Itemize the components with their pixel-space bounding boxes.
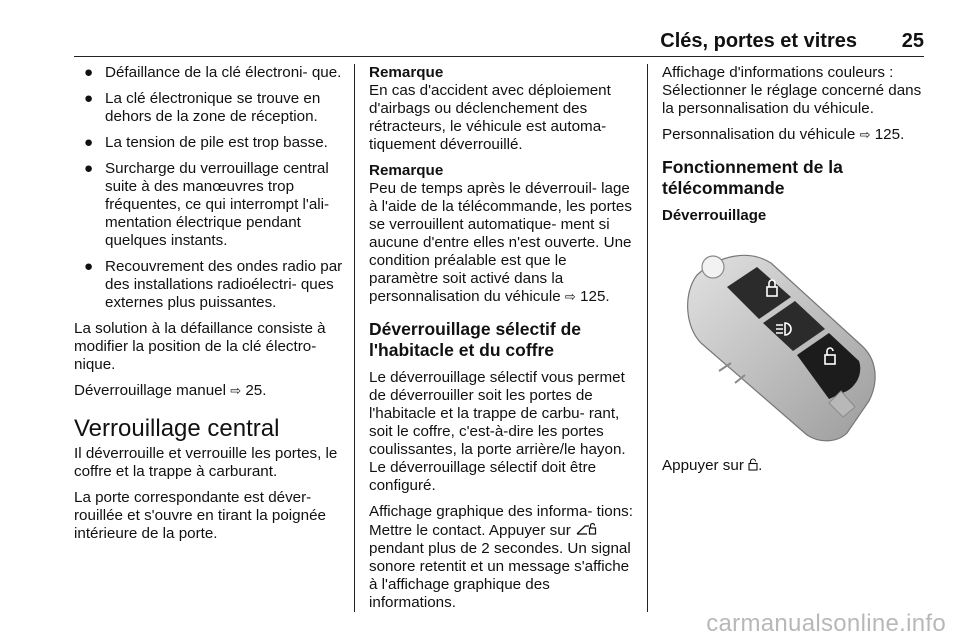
graphic-display-text-end: pendant plus de 2 secondes. Un signal sonore retentit et un message s'affiche à l'affichage graphique des informations.: [369, 540, 631, 611]
remote-unlock-symbol-icon: [575, 521, 599, 537]
column-1: [74, 64, 346, 551]
column-divider-1: [354, 64, 355, 612]
remark-1: [369, 64, 637, 154]
bullet-icon: ●: [84, 134, 94, 151]
page-number: 25: [901, 30, 924, 52]
bullet-icon: ●: [84, 64, 94, 81]
list-item-text: Défaillance de la clé électroni‐ que.: [105, 64, 342, 81]
list-item-text: La clé électronique se trouve en dehors de la zone de réception.: [105, 90, 321, 125]
remark-text: [369, 180, 637, 306]
remote-control-heading: Fonctionnement de la télécommande: [662, 157, 843, 198]
selective-unlock-heading: Déverrouillage sélectif de l'habitacle et du coffre: [369, 319, 582, 360]
remark-text-body: Peu de temps après le déverrouil‐ lage à l'aide de la télécommande, les portes se verrouillent automatique‐ ment si aucune d'entre elles n'est ouverte. Une condition préalable est que le paramètre soit activé dans la personnalisation du véhicule: [369, 180, 632, 305]
remark-title: Remarque: [369, 162, 444, 179]
list-item: [74, 134, 346, 152]
list-item: [74, 64, 346, 82]
manual-unlock-text: Déverrouillage manuel: [74, 382, 226, 399]
press-end: .: [758, 457, 763, 474]
manual-unlock-page: 25.: [245, 382, 267, 399]
personalisation-text: Personnalisation du véhicule: [662, 126, 856, 143]
remark-title: Remarque: [369, 64, 444, 81]
page-ref-arrow-icon: ⇨: [859, 127, 871, 142]
list-item-text: La tension de pile est trop basse.: [105, 134, 328, 151]
page-ref-arrow-icon: ⇨: [230, 383, 242, 398]
central-locking-paragraph-1: Il déverrouille et verrouille les portes, le coffre et la trappe à carburant.: [74, 445, 338, 480]
list-item: [74, 90, 346, 126]
bullet-icon: ●: [84, 258, 94, 275]
color-display-paragraph: Affichage d'informations couleurs : Sélectionner le réglage concerné dans la personnalisation du véhicule.: [662, 64, 922, 117]
list-item: [74, 160, 346, 250]
personalisation-page: 125.: [874, 126, 905, 143]
watermark: carmanualsonline.info: [706, 610, 946, 637]
remark-page-ref: 125.: [580, 288, 610, 305]
personalisation-reference[interactable]: [662, 126, 930, 144]
list-item-text: Surcharge du verrouillage central suite à des manœuvres trop fréquentes, ce qui interrompt l'ali‐ mentation électrique pendant quelques instants.: [105, 160, 330, 249]
central-locking-paragraph-2: La porte correspondante est déver‐ rouillée et s'ouvre en tirant la poignée intérieure de la porte.: [74, 489, 326, 542]
manual-unlock-reference[interactable]: [74, 382, 346, 400]
bullet-icon: ●: [84, 160, 94, 177]
header-title: Clés, portes et vitres: [660, 30, 857, 52]
bullet-icon: ●: [84, 90, 94, 107]
column-divider-2: [647, 64, 648, 612]
solution-paragraph: La solution à la défaillance consiste à modifier la position de la clé électro‐ nique.: [74, 320, 326, 373]
unlocking-heading: Déverrouillage: [662, 207, 767, 224]
remark-text: En cas d'accident avec déploiement d'airbags ou déclenchement des rétracteurs, le véhicule est automa‐ tiquement déverrouillé.: [369, 82, 611, 153]
failure-cause-list: [74, 64, 346, 312]
unlock-padlock-icon: [748, 458, 758, 471]
page-ref-arrow-icon: ⇨: [564, 289, 576, 304]
central-locking-heading: Verrouillage central: [74, 415, 280, 442]
press-text: Appuyer sur: [662, 457, 744, 474]
list-item-text: Recouvrement des ondes radio par des installations radioélectri‐ ques externes plus puissantes.: [105, 258, 343, 311]
graphic-display-paragraph: [369, 503, 637, 612]
header-rule: [74, 56, 924, 57]
selective-unlock-paragraph: Le déverrouillage sélectif vous permet de déverrouiller soit les portes de l'habitacle et la trappe de carbu‐ rant, soit le coffre, c'est-à-dire les portes coulissantes, la porte arrière/le hayon. Le déverrouillage sélectif doit être configuré.: [369, 369, 626, 494]
remark-2: [369, 162, 637, 306]
column-2: [369, 64, 637, 620]
press-instruction: [662, 457, 930, 475]
graphic-display-text: Affichage graphique des informa‐ tions: Mettre le contact. Appuyer sur: [369, 503, 633, 539]
list-item: [74, 258, 346, 312]
column-3: [662, 64, 930, 483]
remote-key-fob-illustration: [679, 243, 884, 443]
